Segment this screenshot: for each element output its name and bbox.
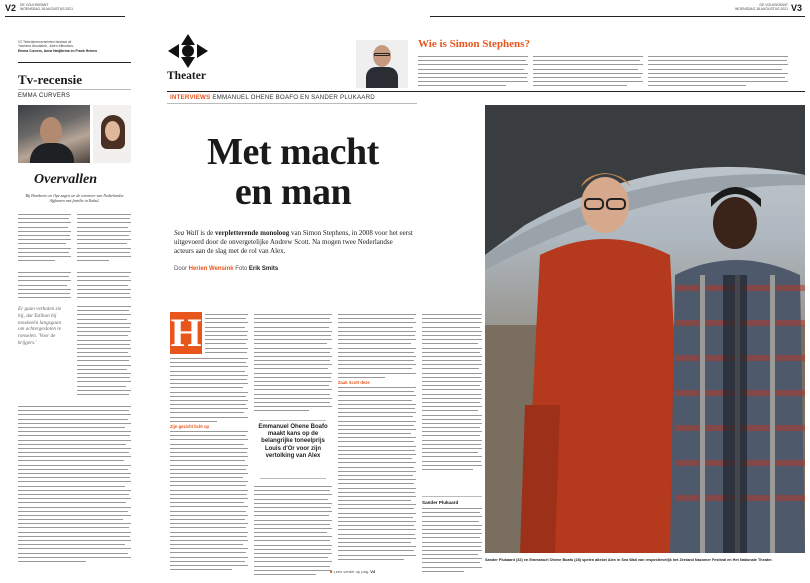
article-byline — [174, 266, 278, 272]
article-intro — [174, 229, 414, 256]
sidebar-col-1 — [418, 56, 528, 90]
byline-door: Door — [174, 266, 189, 272]
article-headline — [168, 132, 418, 212]
tv-still-image — [18, 105, 90, 163]
kicker — [170, 94, 375, 101]
subhead-1 — [170, 424, 209, 429]
sidebar-box-rule — [422, 496, 482, 497]
continue-page: V4 — [370, 569, 376, 574]
left-masthead — [20, 3, 73, 11]
credits-line-1: V2 Televisierecensenten bestaat uit — [18, 40, 72, 44]
body-col-1-bottom — [170, 431, 248, 573]
tv-pullquote: Er gaan verhalen zie hij, dat Taliban bij moskeeën langsgaan om achtergesloten te ronselen. 'Voor de krijgers.' — [18, 306, 62, 346]
author-portrait — [356, 40, 408, 88]
byline-photographer: Erik Smits — [248, 266, 279, 272]
subhead-2 — [338, 380, 370, 385]
continue-arrow-icon: ■ — [330, 569, 333, 574]
photo-left-head — [581, 177, 629, 233]
body-col-4 — [422, 314, 482, 473]
credits-line-2: Yasmina Aboutaleb, Julien Althuisius, — [18, 44, 74, 49]
quote-bottom-rule — [260, 478, 326, 479]
continue-link[interactable] — [330, 569, 375, 574]
intro-pre: is de — [198, 229, 215, 237]
kicker-label: INTERVIEWS — [170, 94, 211, 101]
sidebar-col-3 — [648, 56, 788, 90]
intro-title: Sea Wall — [174, 229, 199, 237]
tv-body-col-1b — [18, 272, 71, 302]
reviewer-face — [105, 121, 120, 141]
right-page-number: V3 — [791, 3, 803, 13]
subhead-2-text: Zaak Scott deze — [338, 380, 370, 385]
portrait-glasses — [374, 53, 390, 56]
dropcap — [170, 312, 202, 354]
quote-top-rule — [260, 420, 326, 421]
tv-section-title: Tv-recensie — [18, 72, 83, 87]
tv-body-col-1 — [18, 214, 71, 269]
right-masthead — [700, 3, 788, 11]
credits-box — [18, 40, 128, 53]
sidebar-title: Wie is Simon Stephens? — [418, 38, 530, 50]
headline-line-1: Met macht — [207, 131, 379, 173]
photo-right-head — [713, 197, 757, 249]
tv-headline: Overvallen — [34, 172, 97, 187]
article-quote: Emmanuel Ohene Boafo maakt kans op de belangrijke toneelprijs Louis d'Or voor zijn vertolking van Alex — [258, 424, 328, 459]
tv-author: EMMA CURVERS — [18, 93, 71, 99]
reviewer-portrait — [93, 105, 131, 163]
tv-body-col-2b — [77, 272, 131, 302]
tv-still-face — [40, 117, 62, 145]
sidebar-col-2 — [533, 56, 643, 90]
body-col-2-bottom — [254, 486, 332, 578]
theater-logo-icon — [168, 34, 208, 68]
body-col-1 — [170, 358, 248, 425]
dropcap-letter: H — [170, 310, 202, 355]
right-header-rule — [430, 16, 805, 17]
left-masthead-date: WOENSDAG 18 AUGUSTUS 2021 — [20, 7, 73, 11]
tv-title-rule — [18, 89, 131, 90]
body-col-1-top — [205, 314, 248, 356]
tv-body-wide — [18, 406, 131, 576]
continue-text: Lees verder op pag. — [333, 569, 370, 574]
subhead-3-text: Sander Plukaard — [422, 500, 459, 505]
kicker-bottom-rule — [167, 103, 417, 104]
body-col-3-bottom — [338, 387, 416, 563]
intro-rest: van Simon Stephens, in 2008 voor het eerst uitgevoerd door de onvergetelijke Andrew Scott. Na mogen twee Nederlandse acteurs aan de slag met de rol van Alex. — [174, 229, 413, 255]
tv-body-col-2 — [77, 214, 131, 269]
portrait-head — [373, 45, 391, 67]
tv-still-shoulders — [30, 143, 74, 163]
body-col-3 — [338, 314, 416, 381]
body-col-2 — [254, 314, 332, 415]
right-masthead-name: DE VOLKSKRANT — [759, 3, 788, 7]
credits-line-3: Emma Curvers, Anna Hadjibrina en Frank Heinen — [18, 48, 98, 53]
intro-bold: verpletterende monoloog — [214, 229, 290, 237]
photo-right-tshirt — [723, 275, 747, 553]
subhead-3 — [422, 500, 458, 505]
section-name: Theater — [167, 70, 206, 82]
kicker-names: EMMANUEL OHENE BOAFO EN SANDER PLUKAARD — [212, 94, 375, 101]
main-photo — [485, 105, 805, 553]
tv-body-col-2c — [77, 306, 131, 404]
byline-foto: Foto — [233, 266, 249, 272]
headline-line-2: en man — [234, 171, 352, 213]
left-page-number: V2 — [5, 3, 17, 13]
kicker-top-rule — [167, 91, 805, 92]
photo-scene — [485, 105, 805, 553]
byline-author: Herien Wensink — [188, 266, 234, 272]
subhead-1-text: Zijn gezicht licht op — [170, 424, 210, 429]
left-masthead-name: DE VOLKSKRANT — [20, 3, 49, 7]
photo-left-arm — [520, 405, 560, 553]
body-col-4-bottom — [422, 508, 482, 575]
left-header-rule — [5, 16, 125, 17]
tv-subhead: Bij Humberto en Opz zagen we de weemoer van Nederlandse Afghanen met familie in Kabul. — [25, 193, 124, 203]
portrait-body — [366, 67, 398, 88]
right-masthead-date: WOENSDAG 18 AUGUSTUS 2021 — [735, 7, 788, 11]
credits-rule — [18, 62, 131, 63]
photo-caption: Sander Plukaard (32) en Emmanuel Ohene Boafo (28) spelen allebei Alex in Sea Wall van respectievelijk het Zeeland Nazomer Festival en Het Nationale Theater. — [485, 558, 773, 562]
